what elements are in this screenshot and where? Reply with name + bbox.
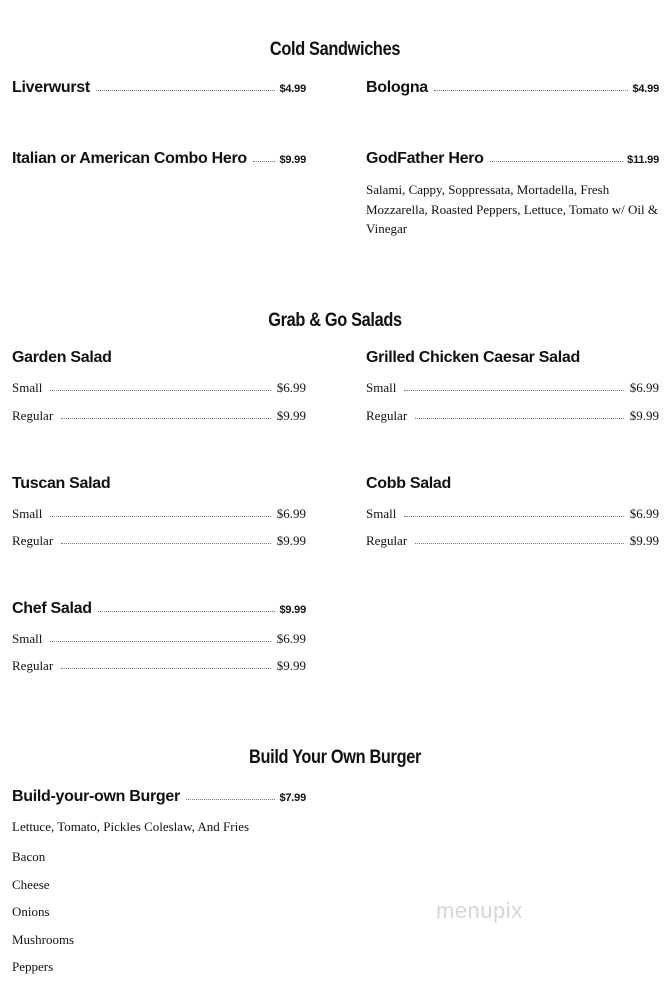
size-option-small — [12, 631, 306, 647]
size-price: $9.99 — [276, 658, 306, 673]
dot-leader — [61, 542, 271, 544]
menu-item-build-your-own-burger — [12, 788, 306, 806]
section-title-cold-sandwiches: Cold Sandwiches — [269, 39, 401, 60]
size-label: Small — [366, 506, 397, 521]
item-price: $11.99 — [627, 154, 659, 166]
topping-peppers: Peppers — [12, 959, 54, 974]
dot-leader — [61, 667, 271, 669]
item-name: Liverwurst — [12, 79, 90, 96]
size-price: $9.99 — [276, 408, 306, 423]
menu-item-combo-hero — [12, 150, 306, 168]
item-price: $9.99 — [279, 154, 306, 166]
menu-item-chef-salad — [12, 600, 306, 618]
size-label: Small — [12, 631, 43, 646]
size-label: Small — [12, 506, 43, 521]
item-name: Italian or American Combo Hero — [12, 150, 247, 167]
size-option-regular — [12, 408, 306, 424]
size-price: $6.99 — [629, 380, 659, 395]
menu-item-liverwurst — [12, 79, 306, 97]
size-price: $6.99 — [629, 506, 659, 521]
size-label: Regular — [366, 533, 408, 548]
dot-leader — [415, 417, 624, 419]
topping-cheese: Cheese — [12, 877, 50, 892]
size-option-regular — [366, 408, 659, 424]
item-price: $9.99 — [279, 604, 306, 616]
item-price: $4.99 — [632, 83, 659, 95]
size-option-small — [366, 506, 659, 522]
size-option-regular — [12, 658, 306, 674]
dot-leader — [434, 89, 629, 91]
menu-item-godfather-hero — [366, 150, 659, 168]
item-name-garden-salad: Garden Salad — [12, 349, 112, 366]
size-option-regular — [12, 533, 306, 549]
dot-leader — [61, 417, 271, 419]
dot-leader — [98, 610, 276, 612]
dot-leader — [96, 89, 276, 91]
size-label: Regular — [366, 408, 408, 423]
size-price: $6.99 — [276, 631, 306, 646]
menu-item-bologna — [366, 79, 659, 97]
size-price: $9.99 — [629, 533, 659, 548]
item-description: Lettuce, Tomato, Pickles Coleslaw, And Fries — [12, 819, 250, 834]
item-name: Build-your-own Burger — [12, 788, 180, 805]
size-label: Regular — [12, 658, 54, 673]
dot-leader — [50, 515, 270, 517]
size-label: Small — [12, 380, 43, 395]
dot-leader — [404, 389, 623, 391]
item-name: Bologna — [366, 79, 428, 96]
item-name: GodFather Hero — [366, 150, 484, 167]
topping-mushrooms: Mushrooms — [12, 932, 75, 947]
topping-bacon: Bacon — [12, 849, 46, 864]
size-label: Regular — [12, 533, 54, 548]
dot-leader — [50, 640, 270, 642]
size-option-regular — [366, 533, 659, 549]
section-title-burger: Build Your Own Burger — [249, 747, 421, 768]
dot-leader — [186, 798, 276, 800]
size-price: $9.99 — [276, 533, 306, 548]
dot-leader — [404, 515, 623, 517]
size-price: $9.99 — [629, 408, 659, 423]
size-price: $6.99 — [276, 380, 306, 395]
topping-onions: Onions — [12, 904, 50, 919]
item-name: Chef Salad — [12, 600, 92, 617]
item-price: $7.99 — [279, 792, 306, 804]
dot-leader — [50, 389, 270, 391]
size-label: Regular — [12, 408, 54, 423]
item-name-tuscan-salad: Tuscan Salad — [12, 475, 111, 492]
item-description: Salami, Cappy, Soppressata, Mortadella, Fresh Mozzarella, Roasted Peppers, Lettuce, Tomato w/ Oil & Vinegar — [366, 182, 658, 236]
size-option-small — [366, 380, 659, 396]
item-name-caesar-salad: Grilled Chicken Caesar Salad — [366, 349, 580, 366]
dot-leader — [253, 160, 276, 162]
dot-leader — [415, 542, 624, 544]
menupix-watermark: menupix — [436, 898, 523, 923]
size-price: $6.99 — [276, 506, 306, 521]
size-option-small — [12, 380, 306, 396]
size-label: Small — [366, 380, 397, 395]
item-name-cobb-salad: Cobb Salad — [366, 475, 452, 492]
item-price: $4.99 — [279, 83, 306, 95]
dot-leader — [490, 160, 624, 162]
size-option-small — [12, 506, 306, 522]
section-title-salads: Grab & Go Salads — [268, 310, 402, 331]
